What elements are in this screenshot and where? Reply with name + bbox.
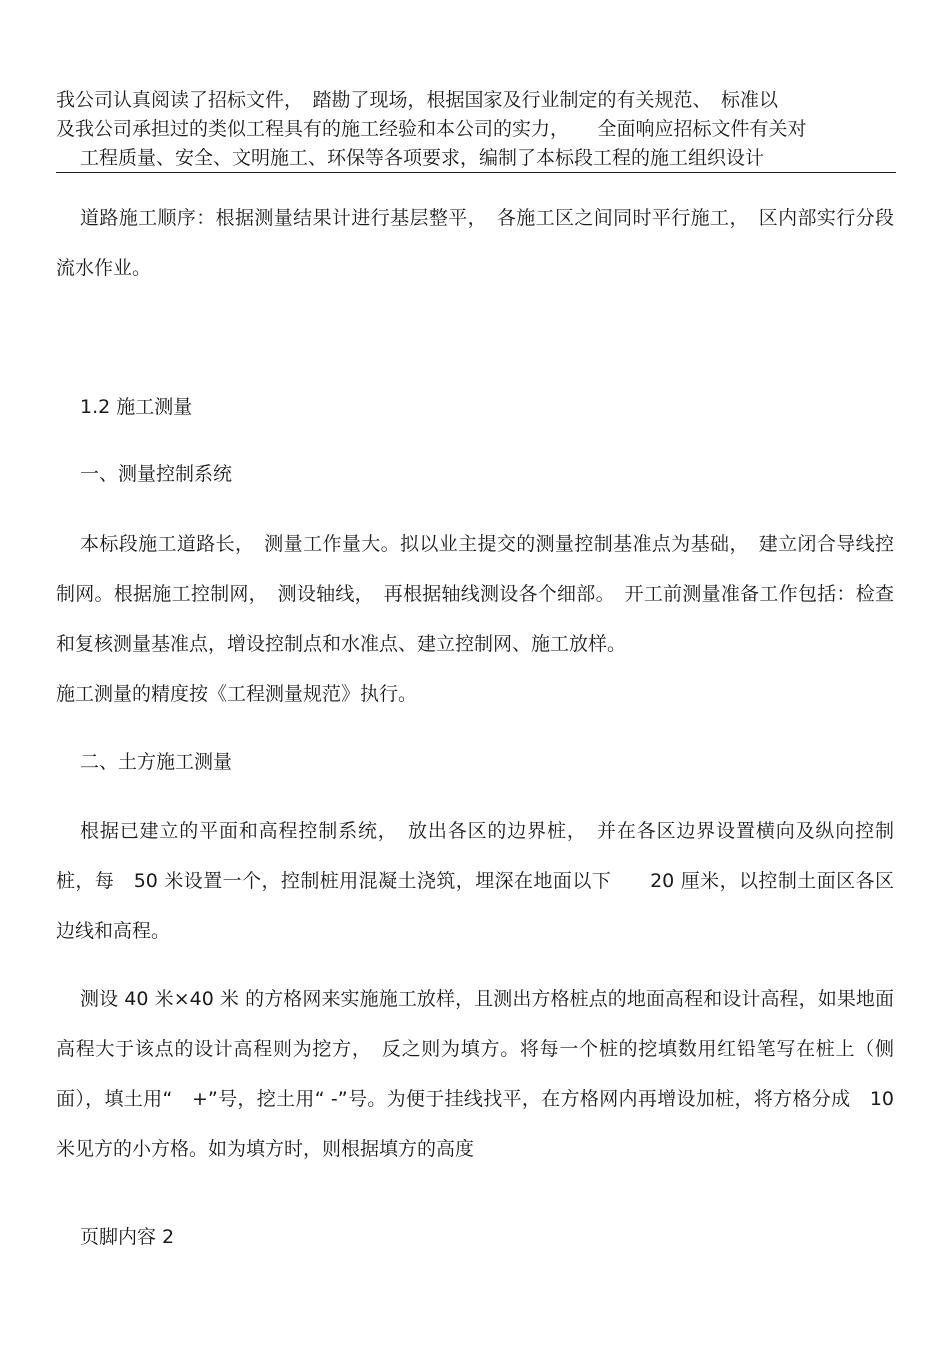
subsection-1-tail-line: 施工测量的精度按《工程测量规范》执行。	[56, 683, 418, 705]
subsection-2-paragraph-2: 测设 40 米×40 米 的方格网来实施施工放样，且测出方格桩点的地面高程和设计高程，如果地面高程大于该点的设计高程则为挖方， 反之则为填方。将每一个桩的挖填数用红铅笔写在桩上（侧面），填土用“ +”号，挖土用“ -”号。为便于挂线找平，在方格网内再增设加桩，将方格分成 10 米见方的小方格。如为填方时，则根据填方的高度	[56, 988, 894, 1160]
subsection-1-paragraph: 本标段施工道路长， 测量工作量大。拟以业主提交的测量控制基准点为基础， 建立闭合导线控制网。根据施工控制网， 测设轴线， 再根据轴线测设各个细部。 开工前测量准备工作包括：检查和复核测量基准点，增设控制点和水准点、建立控制网、施工放样。	[56, 533, 894, 655]
header-line-2: 及我公司承担过的类似工程具有的施工经验和本公司的实力， 全面响应招标文件有关对	[56, 118, 807, 140]
section-title: 1.2 施工测量	[80, 396, 193, 418]
page-footer: 页脚内容 2	[80, 1226, 175, 1248]
page-header	[56, 86, 896, 173]
header-divider	[56, 172, 896, 173]
header-line-1: 我公司认真阅读了招标文件， 踏勘了现场，根据国家及行业制定的有关规范、 标准以	[56, 89, 779, 111]
header-line-3: 工程质量、安全、文明施工、环保等各项要求，编制了本标段工程的施工组织设计	[80, 147, 765, 169]
subsection-1-title: 一、测量控制系统	[80, 463, 233, 485]
subsection-2-title: 二、土方施工测量	[80, 751, 233, 773]
subsection-2-paragraph-1: 根据已建立的平面和高程控制系统， 放出各区的边界桩， 并在各区边界设置横向及纵向控制桩，每 50 米设置一个，控制桩用混凝土浇筑，埋深在地面以下 20 厘米，以控制土面区各区边线和高程。	[56, 820, 894, 942]
road-construction-order-paragraph: 道路施工顺序：根据测量结果计进行基层整平， 各施工区之间同时平行施工， 区内部实行分段流水作业。	[56, 207, 894, 279]
